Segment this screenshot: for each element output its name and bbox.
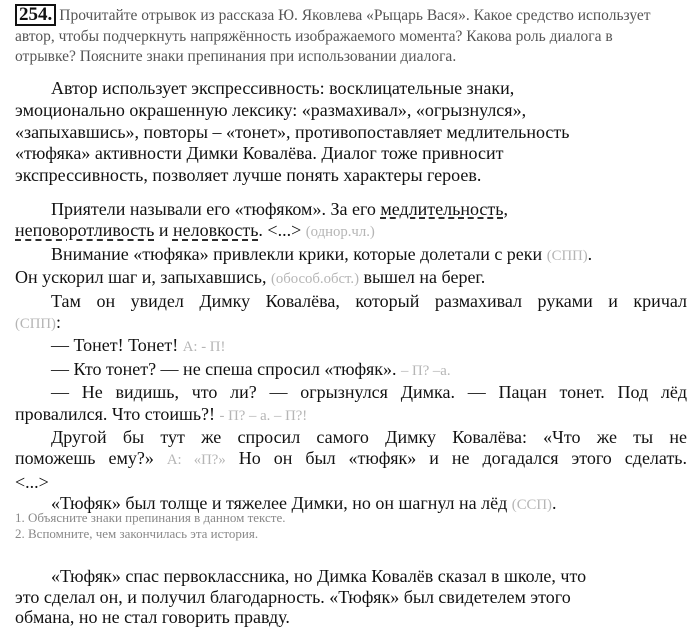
grammar-annotation: - П? – а. – П?! xyxy=(219,407,308,424)
grammar-annotation: (СПП) xyxy=(15,316,56,333)
task-header xyxy=(15,4,687,68)
grammar-annotation: А: - П! xyxy=(182,339,226,356)
underlined-word: неповоротливость xyxy=(15,220,155,241)
text-line xyxy=(15,312,687,335)
text-segment: «Тюфяк» был толще и тяжелее Димки, но он шагнул на лёд xyxy=(15,493,512,514)
text-segment: — Не видишь, что ли? — огрызнулся Димка. — Пацан тонет. Под лёд xyxy=(15,382,687,403)
text-segment: «запыхавшись», повторы – «тонет», противопоставляет медлительность xyxy=(15,121,570,142)
text-line xyxy=(15,199,687,220)
text-line xyxy=(15,165,687,187)
answer-block-1 xyxy=(15,78,687,187)
text-line xyxy=(15,143,687,165)
answer-block-2 xyxy=(15,566,687,628)
text-segment: «тюфяка» активности Димки Ковалёва. Диалог тоже привносит xyxy=(15,143,504,164)
text-line xyxy=(15,566,687,587)
grammar-annotation: (СПП) xyxy=(546,247,588,264)
text-line xyxy=(15,359,687,382)
text-line xyxy=(15,122,687,144)
text-line xyxy=(15,607,687,628)
grammar-annotation: А: «П?» xyxy=(166,452,226,469)
text-segment: , xyxy=(503,199,508,219)
text-segment: Он ускорил шаг и, запыхавшись, xyxy=(15,267,271,288)
text-segment: и xyxy=(154,220,173,241)
text-line xyxy=(15,267,687,290)
text-segment: — Кто тонет? — не спеша спросил «тюфяк». xyxy=(15,358,401,379)
question-item: 1. Объясните знаки препинания в данном тексте. xyxy=(15,510,286,525)
text-segment: провалился. Что стоишь?! xyxy=(15,403,220,424)
question-item: 2. Вспомните, чем закончилась эта история. xyxy=(15,526,259,541)
text-segment: обмана, но не стал говорить правду. xyxy=(15,607,290,627)
text-line xyxy=(15,472,687,493)
text-segment: Там он увидел Димку Ковалёва, который размахивал руками и кричал xyxy=(15,290,687,311)
task-line: отрывке? Поясните знаки препинания при использовании диалога. xyxy=(15,48,457,65)
task-line xyxy=(15,4,687,27)
text-line xyxy=(15,100,687,122)
text-segment: поможешь ему?» xyxy=(15,448,167,469)
text-line xyxy=(15,382,687,403)
underlined-word: неловкость xyxy=(172,220,259,241)
text-segment: Но он был «тюфяк» и не догадался этого сделать. xyxy=(225,448,688,469)
text-line xyxy=(15,404,687,427)
text-segment: — Тонет! Тонет! xyxy=(15,335,183,356)
text-line xyxy=(15,335,687,358)
text-segment: «Тюфяк» спас первоклассника, но Димка Ковалёв сказал в школе, что xyxy=(15,566,587,586)
text-segment: <...> xyxy=(15,471,49,492)
task-number: 254. xyxy=(15,4,56,26)
text-segment: эмоционально окрашенную лексику: «размахивал», «огрызнулся», xyxy=(15,99,527,120)
text-segment: Автор использует экспрессивность: восклицательные знаки, xyxy=(15,78,515,98)
underlined-word: медлительность xyxy=(380,199,504,219)
text-segment: это сделал он, и получил благодарность. «Тюфяк» был свидетелем этого xyxy=(15,586,571,607)
text-line xyxy=(15,587,687,608)
text-line xyxy=(15,244,687,267)
text-segment: экспрессивность, позволяет лучше понять характеры героев. xyxy=(15,165,482,186)
grammar-annotation: – П? –а. xyxy=(400,362,451,379)
text-segment: Внимание «тюфяка» привлекли крики, которые долетали с реки xyxy=(15,243,547,264)
text-segment: Другой бы тут же спросил самого Димку Ковалёва: «Что же ты не xyxy=(15,427,687,448)
text-segment: . xyxy=(551,493,557,514)
text-segment: : xyxy=(55,312,61,333)
text-segment: вышел на берег. xyxy=(358,267,486,288)
grammar-annotation: (обособ.обст.) xyxy=(270,271,359,288)
text-segment: Приятели называли его «тюфяком». За его xyxy=(15,199,381,219)
text-segment: . xyxy=(587,243,593,264)
grammar-annotation: (ССП) xyxy=(511,497,552,514)
task-line: автор, чтобы подчеркнуть напряжённость изображаемого момента? Какова роль диалога в xyxy=(15,27,613,45)
text-line xyxy=(15,220,687,243)
story-excerpt xyxy=(15,199,687,517)
task-text: Прочитайте отрывок из рассказа Ю. Яковлева «Рыцарь Вася». Какое средство использует xyxy=(59,7,651,24)
grammar-annotation: (однор.чл.) xyxy=(305,224,375,241)
text-line xyxy=(15,448,687,471)
questions xyxy=(15,510,687,542)
text-line xyxy=(15,78,687,100)
text-line xyxy=(15,427,687,448)
text-line xyxy=(15,291,687,312)
text-segment: . <...> xyxy=(258,220,306,241)
